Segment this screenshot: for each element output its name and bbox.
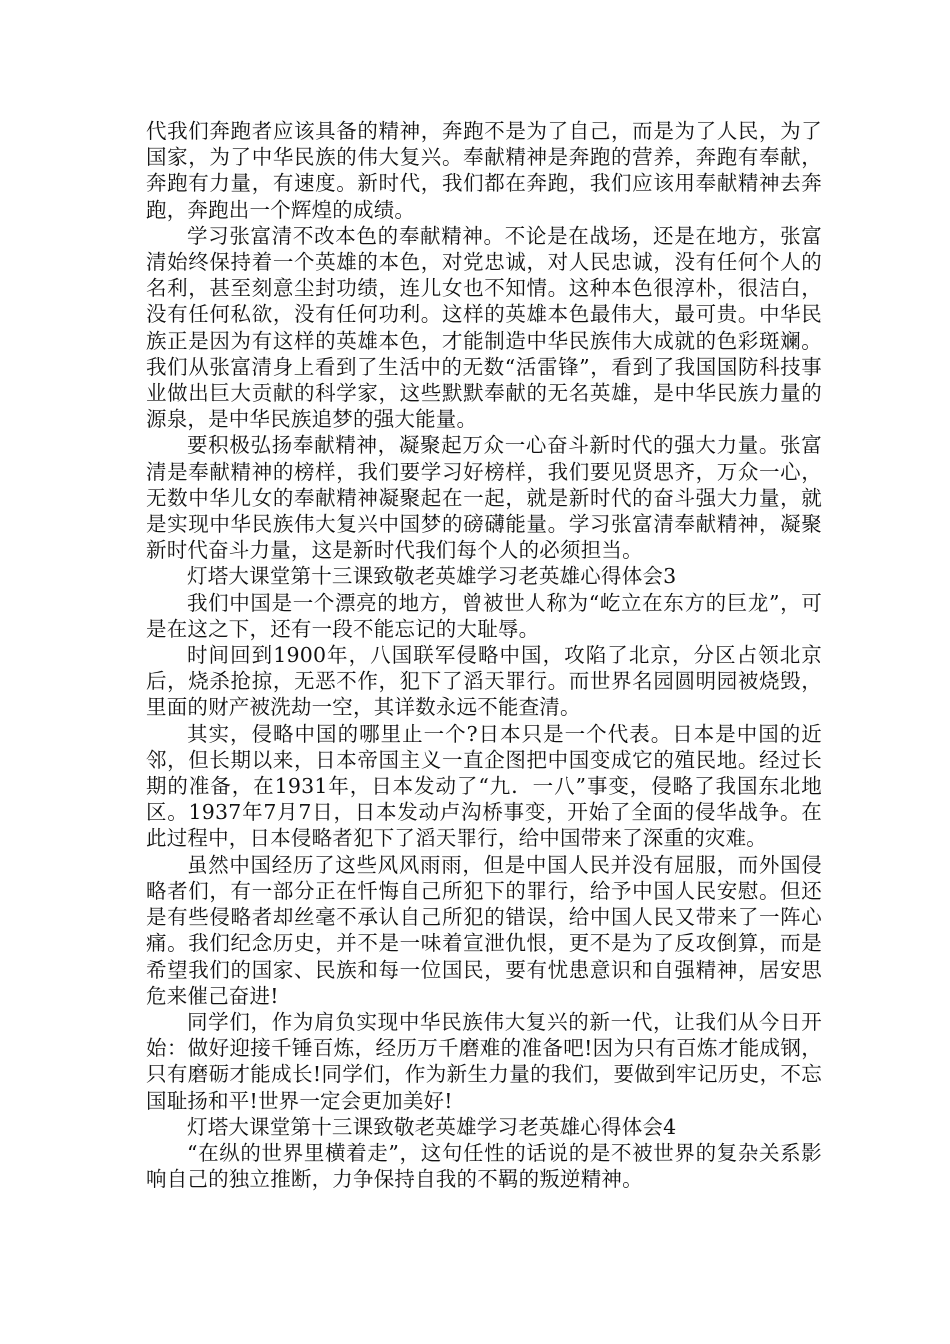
section-heading: 灯塔大课堂第十三课致敬老英雄学习老英雄心得体会4 [187,1114,677,1139]
paragraph: “在纵的世界里横着走”，这句任性的话说的是不被世界的复杂关系影响自己的独立推断，力争保持自我的不羁的叛逆精神。 [146,1140,822,1192]
paragraph: 学习张富清不改本色的奉献精神。不论是在战场，还是在地方，张富清始终保持着一个英雄的本色，对党忠诚，对人民忠诚，没有任何个人的名利，甚至刻意尘封功绩，连儿女也不知情。这种本色很淳朴，很洁白，没有任何私欲，没有任何功利。这样的英雄本色最伟大，最可贵。中华民族正是因为有这样的英雄本色，才能制造中华民族伟大成就的色彩斑斓。我们从张富清身上看到了生活中的无数“活雷锋”，看到了我国国防科技事业做出巨大贡献的科学家，这些默默奉献的无名英雄，是中华民族力量的源泉，是中华民族追梦的强大能量。 [146,223,822,432]
paragraph: 同学们，作为肩负实现中华民族伟大复兴的新一代，让我们从今日开始：做好迎接千锤百炼，经历万千磨难的准备吧!因为只有百炼才能成钢，只有磨砺才能成长!同学们，作为新生力量的我们，要做到牢记历史，不忘国耻扬和平!世界一定会更加美好! [146,1009,822,1113]
paragraph: 要积极弘扬奉献精神，凝聚起万众一心奋斗新时代的强大力量。张富清是奉献精神的榜样，我们要学习好榜样，我们要见贤思齐，万众一心，无数中华儿女的奉献精神凝聚起在一起，就是新时代的奋斗强大力量，就是实现中华民族伟大复兴中国梦的磅礴能量。学习张富清奉献精神，凝聚新时代奋斗力量，这是新时代我们每个人的必须担当。 [146,433,822,563]
section-heading: 灯塔大课堂第十三课致敬老英雄学习老英雄心得体会3 [187,564,677,589]
paragraph: 我们中国是一个漂亮的地方，曾被世人称为“屹立在东方的巨龙”，可是在这之下，还有一段不能忘记的大耻辱。 [146,590,822,641]
paragraph: 其实，侵略中国的哪里止一个?日本只是一个代表。日本是中国的近邻，但长期以来，日本帝国主义一直企图把中国变成它的殖民地。经过长期的准备，在1931年，日本发动了“九．一八”事变，侵略了我国东北地区。1937年7月7日，日本发动卢沟桥事变，开始了全面的侵华战争。在此过程中，日本侵略者犯下了滔天罪行，给中国带来了深重的灾难。 [146,721,822,851]
paragraph: 时间回到1900年，八国联军侵略中国，攻陷了北京，分区占领北京后，烧杀抢掠，无恶不作，犯下了滔天罪行。而世界名园圆明园被烧毁，里面的财产被洗劫一空，其详数永远不能查清。 [146,643,822,720]
paragraph-continuation: 代我们奔跑者应该具备的精神，奔跑不是为了自己，而是为了人民，为了国家，为了中华民族的伟大复兴。奉献精神是奔跑的营养，奔跑有奉献，奔跑有力量，有速度。新时代，我们都在奔跑，我们应该用奉献精神去奔跑，奔跑出一个辉煌的成绩。 [146,119,822,222]
paragraph: 虽然中国经历了这些风风雨雨，但是中国人民并没有屈服，而外国侵略者们，有一部分正在忏悔自己所犯下的罪行，给予中国人民安慰。但还是有些侵略者却丝毫不承认自己所犯的错误，给中国人民又带来了一阵心痛。我们纪念历史，并不是一味着宣泄仇恨，更不是为了反攻倒算，而是希望我们的国家、民族和每一位国民，要有忧患意识和自强精神，居安思危来催己奋进! [146,852,822,1008]
document-page [146,118,822,1192]
